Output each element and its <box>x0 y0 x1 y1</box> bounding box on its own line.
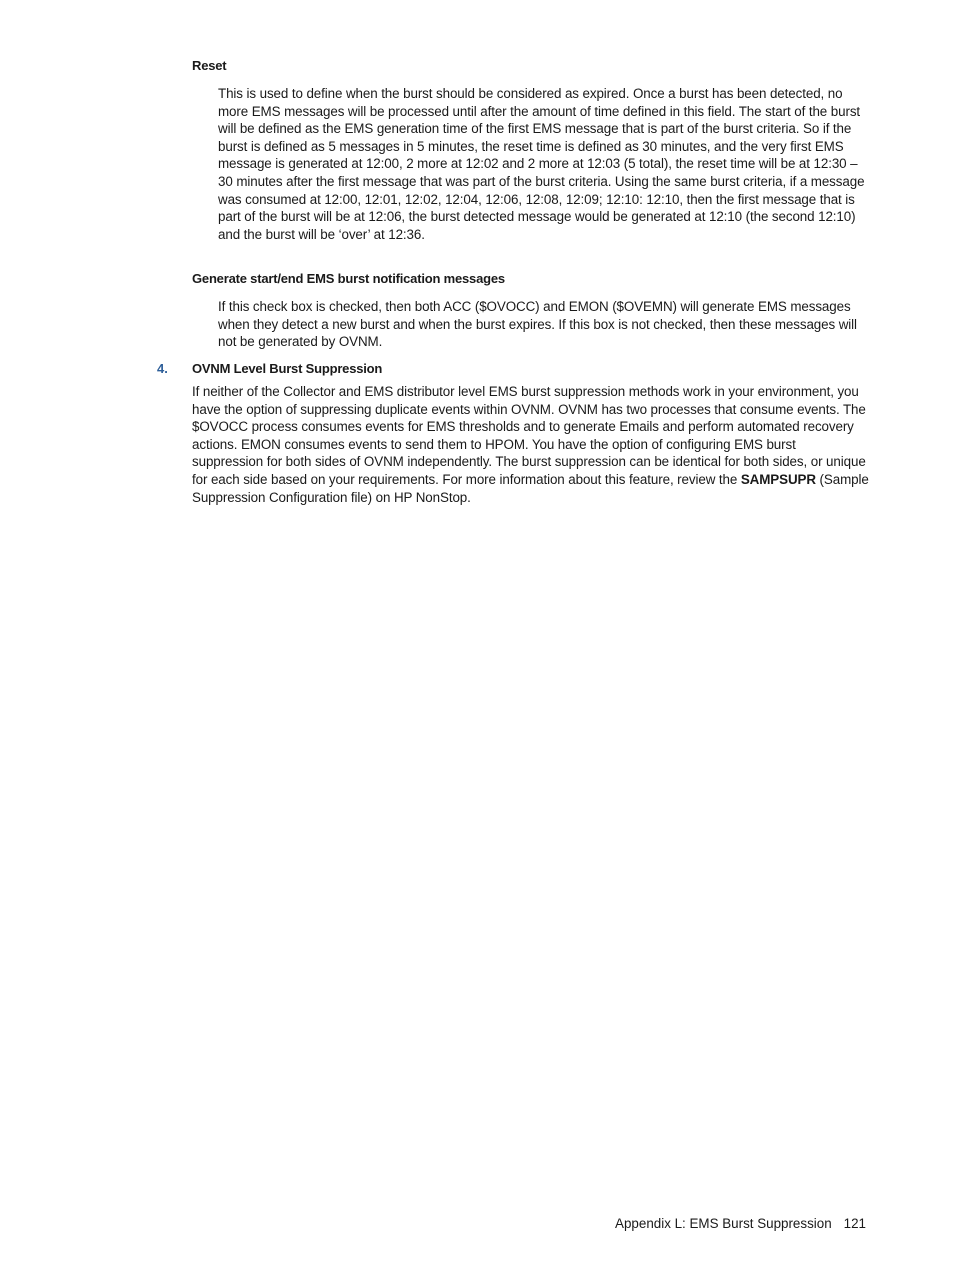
reset-description: This is used to define when the burst should be considered as expired. Once a burst has been detected, no more EMS messages will be processed until after the amount of time defined in this field. The start of the burst will be defined as the EMS generation time of the first EMS message that is part of the burst criteria. So if the burst is defined as 5 messages in 5 minutes, the reset time is defined as 30 minutes, and the very first EMS message is generated at 12:00, 2 more at 12:02 and 2 more at 12:03 (5 total), the reset time will be at 12:30 – 30 minutes after the first message that was part of the burst criteria. Using the same burst criteria, if a message was consumed at 12:00, 12:01, 12:02, 12:04, 12:06, 12:08, 12:09; 12:10: 12:10, then the first message that is part of the burst will be at 12:06, the burst detected message would be generated at 12:10 (the second 12:10) and the burst will be ‘over’ at 12:36. <box>218 86 865 242</box>
list-item-body <box>192 383 870 506</box>
list-item-number: 4. <box>157 361 168 376</box>
page-footer <box>615 1216 866 1231</box>
body-text-after: (Sample Suppression Configuration file) on HP NonStop. <box>192 471 869 505</box>
list-item-title: OVNM Level Burst Suppression <box>192 361 383 376</box>
notification-description: If this check box is checked, then both ACC ($OVOCC) and EMON ($OVEMN) will generate EMS messages when they detect a new burst and when the burst expires. If this box is not checked, then these messages will not be generated by OVNM. <box>218 299 857 350</box>
sampsupr-strong: SAMPSUPR <box>740 471 816 487</box>
footer-section-title: Appendix L: EMS Burst Suppression <box>615 1216 832 1231</box>
body-text-before: If neither of the Collector and EMS distributor level EMS burst suppression methods work in your environment, you have the option of suppressing duplicate events within OVNM. OVNM has two processes that consume events. The $OVOCC process consumes events for EMS thresholds and to generate Emails and perform automated recovery actions. EMON consumes events to send them to HPOM. You have the option of configuring EMS burst suppression for both sides of OVNM independently. The burst suppression can be identical for both sides, or unique for each side based on your requirements. For more information about this feature, review the <box>192 384 866 487</box>
page-number: 121 <box>843 1216 866 1231</box>
notification-term: Generate start/end EMS burst notification messages <box>192 271 505 286</box>
reset-term: Reset <box>192 58 227 73</box>
